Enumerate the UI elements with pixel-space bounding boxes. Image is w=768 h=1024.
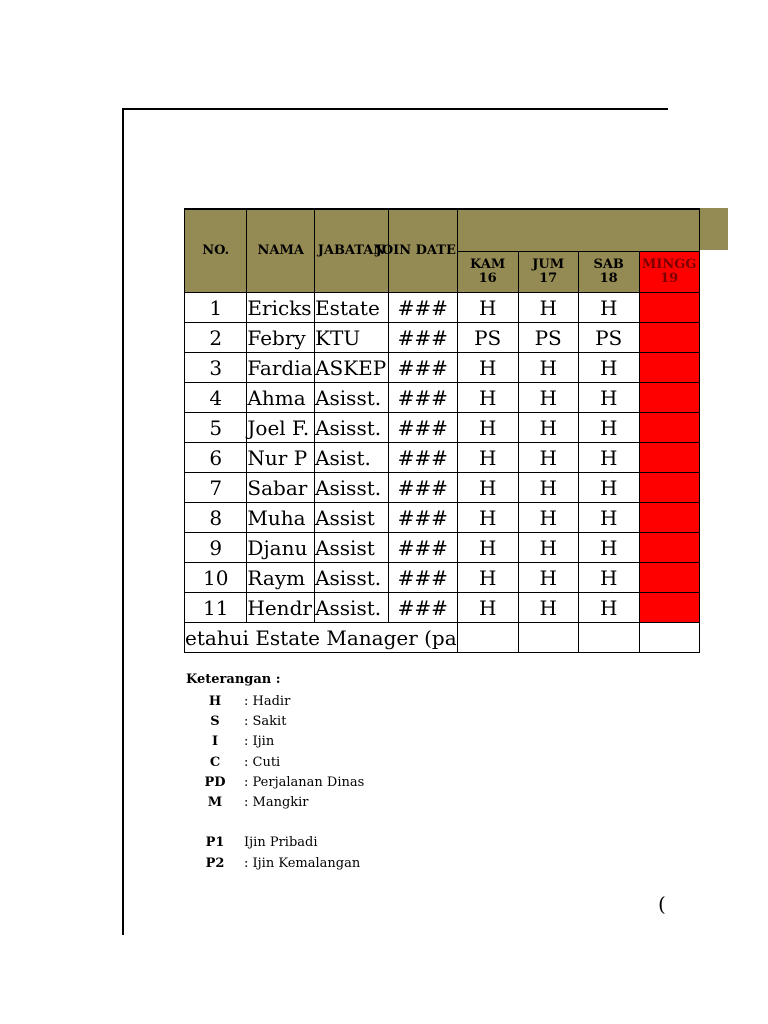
legend-desc: : Ijin	[244, 734, 275, 750]
cell-attendance: H	[518, 353, 578, 383]
cell-attendance: H	[457, 293, 518, 323]
legend	[186, 672, 364, 873]
cell-no: 10	[185, 563, 247, 593]
cell-nama: Raym	[247, 563, 315, 593]
cell-sunday	[639, 593, 699, 623]
header-day-kam: KAM 16	[457, 251, 518, 293]
cell-nama: Febry	[247, 323, 315, 353]
cell-attendance: PS	[578, 323, 639, 353]
table-row	[185, 533, 700, 563]
cell-no: 11	[185, 593, 247, 623]
cell-attendance: H	[578, 413, 639, 443]
table-row	[185, 413, 700, 443]
legend-item	[186, 833, 364, 853]
legend-desc: : Hadir	[244, 693, 291, 709]
footer-approval: etahui Estate Manager (pa	[185, 623, 458, 653]
cell-sunday	[639, 563, 699, 593]
legend-item	[186, 792, 364, 812]
cell-nama: Muha	[247, 503, 315, 533]
table-row	[185, 473, 700, 503]
cell-nama: Hendr	[247, 593, 315, 623]
cell-jabatan: Asist.	[315, 443, 389, 473]
cell-no: 7	[185, 473, 247, 503]
cell-attendance: H	[457, 413, 518, 443]
cell-attendance: H	[578, 383, 639, 413]
cell-join-date: ###	[388, 593, 457, 623]
cell-join-date: ###	[388, 533, 457, 563]
cell-nama: Sabar	[247, 473, 315, 503]
cell-sunday	[639, 323, 699, 353]
cell-nama: Fardia	[247, 353, 315, 383]
cell-attendance: H	[518, 383, 578, 413]
cell-attendance: H	[578, 443, 639, 473]
cell-sunday	[639, 293, 699, 323]
footer-cell	[457, 623, 518, 653]
cell-join-date: ###	[388, 383, 457, 413]
header-period	[457, 209, 699, 251]
cell-join-date: ###	[388, 563, 457, 593]
cell-attendance: H	[518, 293, 578, 323]
legend-code: H	[208, 693, 222, 709]
cell-join-date: ###	[388, 323, 457, 353]
legend-code: M	[207, 795, 223, 811]
header-jabatan: JABATAN	[315, 209, 389, 293]
cell-nama: Djanu	[247, 533, 315, 563]
footer-cell	[578, 623, 639, 653]
sheet-top-border	[122, 108, 668, 110]
cell-nama: Ericks	[247, 293, 315, 323]
cell-no: 5	[185, 413, 247, 443]
cell-attendance: H	[457, 533, 518, 563]
table-row	[185, 563, 700, 593]
cell-attendance: H	[518, 593, 578, 623]
cell-attendance: H	[457, 473, 518, 503]
cell-join-date: ###	[388, 473, 457, 503]
cell-join-date: ###	[388, 293, 457, 323]
cell-nama: Ahma	[247, 383, 315, 413]
legend-item	[186, 732, 364, 752]
legend-item	[186, 752, 364, 772]
cell-attendance: H	[578, 593, 639, 623]
cell-attendance: PS	[518, 323, 578, 353]
cell-attendance: H	[578, 533, 639, 563]
legend-desc: : Perjalanan Dinas	[244, 774, 365, 790]
cell-join-date: ###	[388, 443, 457, 473]
cell-attendance: H	[457, 593, 518, 623]
cell-jabatan: Asisst.	[315, 413, 389, 443]
cell-jabatan: Assist.	[315, 593, 389, 623]
legend-title: Keterangan :	[186, 672, 281, 687]
cell-attendance: H	[518, 443, 578, 473]
cell-attendance: H	[518, 413, 578, 443]
cell-no: 1	[185, 293, 247, 323]
cell-no: 3	[185, 353, 247, 383]
cell-attendance: H	[578, 293, 639, 323]
cell-join-date: ###	[388, 503, 457, 533]
footer-cell	[518, 623, 578, 653]
cell-attendance: H	[578, 503, 639, 533]
cell-attendance: H	[518, 563, 578, 593]
cell-no: 2	[185, 323, 247, 353]
table-row	[185, 443, 700, 473]
cell-attendance: H	[518, 503, 578, 533]
cell-join-date: ###	[388, 413, 457, 443]
footer-cell	[639, 623, 699, 653]
cell-sunday	[639, 353, 699, 383]
cell-attendance: H	[518, 533, 578, 563]
cell-no: 4	[185, 383, 247, 413]
cell-attendance: H	[457, 443, 518, 473]
cell-sunday	[639, 383, 699, 413]
cell-jabatan: Asisst.	[315, 383, 389, 413]
legend-code: PD	[204, 774, 226, 790]
cell-sunday	[639, 503, 699, 533]
header-nama: NAMA	[247, 209, 315, 293]
attendance-table	[184, 208, 700, 653]
cell-attendance: H	[457, 563, 518, 593]
cell-attendance: H	[457, 503, 518, 533]
legend-desc: : Cuti	[244, 754, 281, 770]
table-row	[185, 383, 700, 413]
cell-attendance: H	[457, 353, 518, 383]
cell-sunday	[639, 413, 699, 443]
cell-jabatan: KTU	[315, 323, 389, 353]
cell-attendance: H	[578, 353, 639, 383]
legend-desc: : Mangkir	[244, 795, 309, 811]
table-row	[185, 503, 700, 533]
cell-jabatan: Asisst.	[315, 563, 389, 593]
header-day-jum: JUM 17	[518, 251, 578, 293]
cell-nama: Nur P	[247, 443, 315, 473]
cell-attendance: H	[578, 473, 639, 503]
header-join-date: JOIN DATE	[388, 209, 457, 293]
cell-sunday	[639, 533, 699, 563]
cell-no: 9	[185, 533, 247, 563]
legend-code: P1	[205, 835, 225, 851]
sheet-left-border	[122, 108, 124, 935]
cell-jabatan: Assist	[315, 533, 389, 563]
table-row	[185, 353, 700, 383]
cell-join-date: ###	[388, 353, 457, 383]
cell-attendance: PS	[457, 323, 518, 353]
legend-code: I	[211, 734, 219, 750]
legend-item	[186, 772, 364, 792]
cell-nama: Joel F.	[247, 413, 315, 443]
header-day-minggu: MINGG 19	[639, 251, 699, 293]
legend-desc: : Ijin Kemalangan	[244, 855, 361, 871]
legend-code: P2	[205, 855, 225, 871]
legend-item	[186, 711, 364, 731]
table-row	[185, 293, 700, 323]
legend-code: S	[210, 713, 220, 729]
cell-attendance: H	[578, 563, 639, 593]
cell-jabatan: Assist	[315, 503, 389, 533]
legend-item	[186, 853, 364, 873]
header-no: NO.	[185, 209, 247, 293]
table-row	[185, 323, 700, 353]
cell-attendance: H	[518, 473, 578, 503]
cell-jabatan: Asisst.	[315, 473, 389, 503]
cell-no: 6	[185, 443, 247, 473]
legend-code: C	[209, 754, 221, 770]
header-day-sab: SAB 18	[578, 251, 639, 293]
paren-text: (	[658, 892, 666, 916]
cell-attendance: H	[457, 383, 518, 413]
table-row	[185, 593, 700, 623]
cell-sunday	[639, 473, 699, 503]
cell-no: 8	[185, 503, 247, 533]
cell-jabatan: ASKEP	[315, 353, 389, 383]
cell-jabatan: Estate	[315, 293, 389, 323]
legend-item	[186, 691, 364, 711]
legend-desc: Ijin Pribadi	[244, 835, 318, 851]
cell-sunday	[639, 443, 699, 473]
legend-desc: : Sakit	[244, 713, 287, 729]
